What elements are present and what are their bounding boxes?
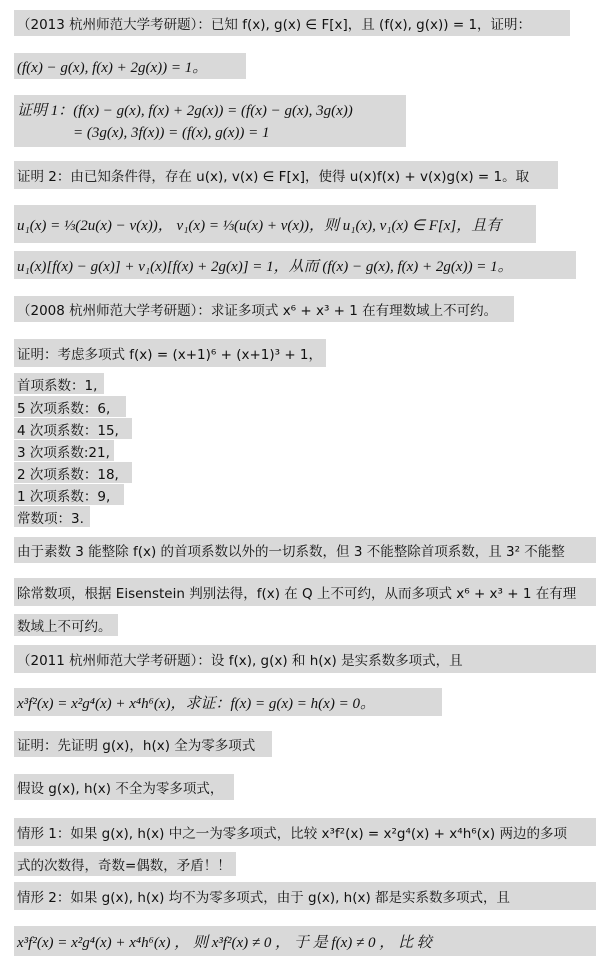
text-line-1: （2013 杭州师范大学考研题）：已知 f(x), g(x) ∈ F[x]，且 (f(x), g(x)) = 1，证明： — [14, 10, 570, 36]
text-line-9: 由于素数 3 能整除 f(x) 的首项系数以外的一切系数，但 3 不能整除首项系数，且 3² 不能整 — [14, 537, 596, 563]
proof-1-line-b: = (3g(x), 3f(x)) = (f(x), g(x)) = 1 — [73, 124, 270, 141]
coef-line-0: 首项系数：1, — [14, 373, 104, 394]
text-line-5: u₁(x) = ⅓(2u(x) − v(x))， v₁(x) = ⅓(u(x) + v(x))，则 u₁(x), v₁(x) ∈ F[x]，且有 — [14, 205, 536, 243]
text-line-11: 数域上不可约。 — [14, 614, 118, 636]
text-line-10: 除常数项，根据 Eisenstein 判别法得，f(x) 在 Q 上不可约，从而多项式 x⁶ + x³ + 1 在有理 — [14, 578, 596, 606]
text-line-16: 情形 1：如果 g(x), h(x) 中之一为零多项式，比较 x³f²(x) = x²g⁴(x) + x⁴h⁶(x) 两边的多项 — [14, 818, 596, 846]
text-line-18: 情形 2：如果 g(x), h(x) 均不为零多项式，由于 g(x), h(x) 都是实系数多项式，且 — [14, 882, 596, 910]
coef-line-3: 3 次项系数:21, — [14, 440, 114, 461]
text-line-12: （2011 杭州师范大学考研题）：设 f(x), g(x) 和 h(x) 是实系数多项式，且 — [14, 645, 596, 673]
coef-line-4: 2 次项系数：18, — [14, 462, 132, 483]
text-line-14: 证明：先证明 g(x)，h(x) 全为零多项式 — [14, 731, 272, 757]
text-line-17: 式的次数得，奇数=偶数，矛盾！！ — [14, 852, 236, 876]
proof-1-line-a: 证明 1：(f(x) − g(x), f(x) + 2g(x)) = (f(x) − g(x), 3g(x)) — [17, 102, 353, 119]
text-line-4: 证明 2：由已知条件得，存在 u(x), v(x) ∈ F[x]，使得 u(x)f(x) + v(x)g(x) = 1。取 — [14, 161, 558, 189]
coef-line-2: 4 次项系数：15, — [14, 418, 132, 439]
text-line-15: 假设 g(x), h(x) 不全为零多项式， — [14, 774, 234, 800]
text-line-7: （2008 杭州师范大学考研题）：求证多项式 x⁶ + x³ + 1 在有理数域上不可约。 — [14, 296, 514, 322]
coef-line-5: 1 次项系数：9, — [14, 484, 124, 505]
text-line-2: (f(x) − g(x), f(x) + 2g(x)) = 1。 — [14, 53, 246, 79]
text-line-8: 证明：考虑多项式 f(x) = (x+1)⁶ + (x+1)³ + 1， — [14, 339, 326, 367]
text-line-19: x³f²(x) = x²g⁴(x) + x⁴h⁶(x) ， 则 x³f²(x) ≠ 0 ， 于 是 f(x) ≠ 0 ， 比 较 — [14, 926, 596, 956]
text-line-6: u₁(x)[f(x) − g(x)] + v₁(x)[f(x) + 2g(x)] = 1，从而 (f(x) − g(x), f(x) + 2g(x)) = 1。 — [14, 251, 576, 279]
coef-line-6: 常数项：3. — [14, 506, 90, 527]
proof-1-block — [14, 95, 406, 147]
coef-line-1: 5 次项系数：6, — [14, 396, 126, 417]
text-line-13: x³f²(x) = x²g⁴(x) + x⁴h⁶(x)，求证：f(x) = g(x) = h(x) = 0。 — [14, 688, 442, 716]
